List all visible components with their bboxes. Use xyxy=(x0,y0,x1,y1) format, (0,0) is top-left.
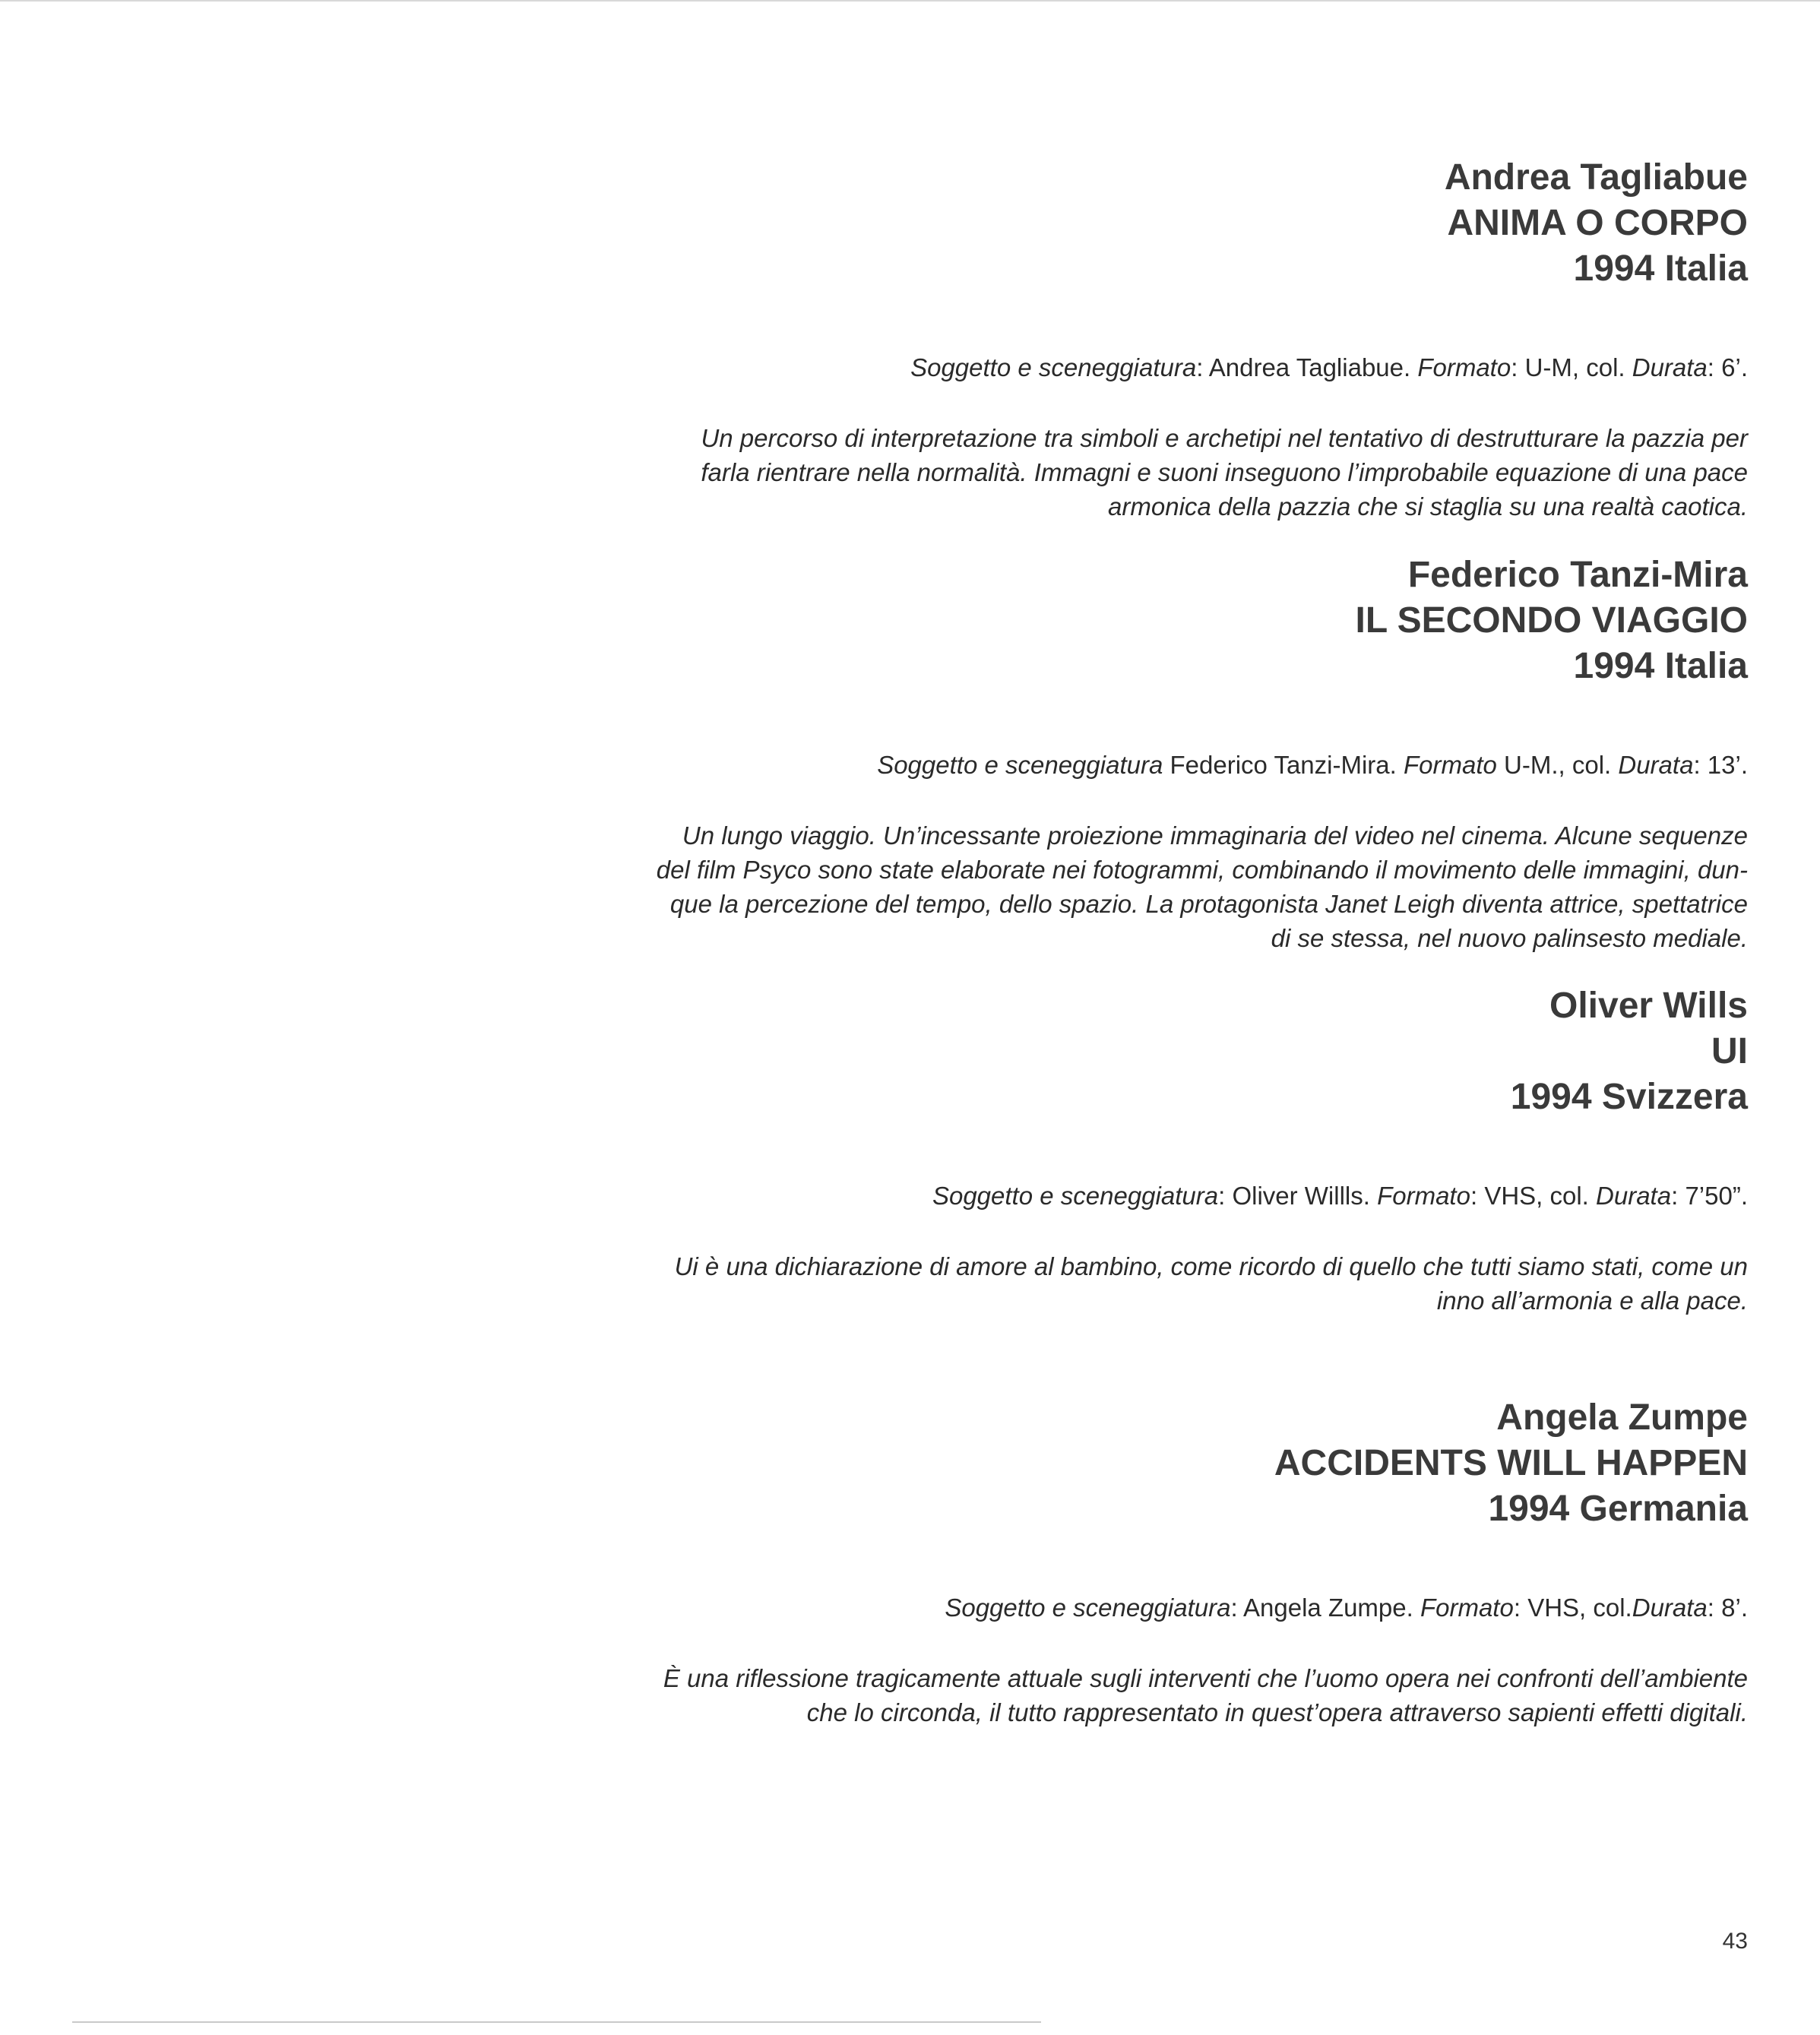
duration-sep: : xyxy=(1707,1594,1722,1622)
duration-label: Durata xyxy=(1632,1594,1708,1622)
entry-angela-zumpe xyxy=(380,1395,1748,1730)
entry-oliver-wills xyxy=(380,983,1748,1318)
synopsis-line: armonica della pazzia che si staglia su una realtà caotica. xyxy=(1108,492,1748,521)
entry-credits xyxy=(380,1591,1748,1625)
entry-author: Angela Zumpe xyxy=(1496,1397,1748,1438)
synopsis-line: del film Psyco sono state elaborate nei fotogrammi, combinando il movimento delle immagini, dun- xyxy=(656,856,1748,884)
format-label: Formato xyxy=(1403,751,1497,779)
entry-year-country: 1994 Germania xyxy=(1488,1489,1748,1529)
synopsis-line: È una riflessione tragicamente attuale sugli interventi che l’uomo opera nei confronti dell’ambiente xyxy=(663,1664,1748,1692)
format-label: Formato xyxy=(1377,1182,1470,1210)
format-sep: : xyxy=(1470,1182,1485,1210)
screenplay-label: Soggetto e sceneggiatura xyxy=(877,751,1163,779)
format-sep xyxy=(1497,751,1504,779)
entry-title: UI xyxy=(1711,1031,1748,1071)
screenplay-sep: : xyxy=(1230,1594,1243,1622)
synopsis-line: farla rientrare nella normalità. Immagni e suoni inseguono l’improbabile equazione di una pace xyxy=(701,458,1748,486)
format-sep: : xyxy=(1511,353,1525,381)
synopsis-line: Ui è una dichiarazione di amore al bambino, come ricordo di quello che tutti siamo stati, come un xyxy=(674,1252,1748,1280)
entry-andrea-tagliabue xyxy=(380,155,1748,524)
page-number: 43 xyxy=(1722,1929,1748,1954)
screenplay-value: Oliver Willls. xyxy=(1232,1182,1378,1210)
duration-label: Durata xyxy=(1596,1182,1672,1210)
bottom-scan-edge xyxy=(72,2021,1041,2023)
entry-author: Andrea Tagliabue xyxy=(1444,157,1748,198)
synopsis-line: di se stessa, nel nuovo palinsesto mediale. xyxy=(1271,924,1748,952)
entry-year-country: 1994 Svizzera xyxy=(1510,1077,1748,1117)
duration-label: Durata xyxy=(1618,751,1694,779)
synopsis-line: Un lungo viaggio. Un’incessante proiezione immaginaria del video nel cinema. Alcune sequenze xyxy=(682,821,1748,850)
format-label: Formato xyxy=(1417,353,1511,381)
entry-author: Oliver Wills xyxy=(1549,986,1748,1026)
entry-year-country: 1994 Italia xyxy=(1573,646,1748,686)
entry-federico-tanzi-mira xyxy=(380,552,1748,955)
synopsis-line: inno all’armonia e alla pace. xyxy=(1436,1287,1748,1315)
top-scan-edge xyxy=(0,0,1820,2)
screenplay-label: Soggetto e sceneggiatura xyxy=(910,353,1197,381)
screenplay-label: Soggetto e sceneggiatura xyxy=(945,1594,1231,1622)
duration-value: 13’. xyxy=(1707,751,1748,779)
format-label: Formato xyxy=(1420,1594,1514,1622)
entry-title: ACCIDENTS WILL HAPPEN xyxy=(1274,1443,1748,1483)
format-value: U-M., col. xyxy=(1504,751,1619,779)
entry-synopsis xyxy=(380,1661,1748,1730)
synopsis-line: que la percezione del tempo, dello spazio. La protagonista Janet Leigh diventa attrice, spettatrice xyxy=(669,890,1748,918)
entry-synopsis xyxy=(380,1249,1748,1318)
synopsis-line: Un percorso di interpretazione tra simboli e archetipi nel tentativo di destrutturare la pazzia per xyxy=(701,424,1748,452)
duration-sep: : xyxy=(1671,1182,1685,1210)
synopsis-line: che lo circonda, il tutto rappresentato in quest’opera attraverso sapienti effetti digitali. xyxy=(806,1698,1748,1726)
entry-credits xyxy=(380,351,1748,385)
entry-credits xyxy=(380,1179,1748,1213)
entry-credits xyxy=(380,748,1748,782)
duration-label: Durata xyxy=(1632,353,1708,381)
entry-title: IL SECONDO VIAGGIO xyxy=(1355,600,1748,641)
duration-sep: : xyxy=(1693,751,1708,779)
screenplay-sep: : xyxy=(1218,1182,1233,1210)
format-value: U-M, col. xyxy=(1524,353,1632,381)
screenplay-sep: : xyxy=(1196,353,1209,381)
entry-year-country: 1994 Italia xyxy=(1573,248,1748,289)
screenplay-value: Angela Zumpe. xyxy=(1243,1594,1420,1622)
duration-value: 6’. xyxy=(1721,353,1748,381)
duration-sep: : xyxy=(1707,353,1722,381)
screenplay-value: Federico Tanzi-Mira. xyxy=(1170,751,1404,779)
screenplay-label: Soggetto e sceneggiatura xyxy=(932,1182,1219,1210)
duration-value: 8’. xyxy=(1721,1594,1748,1622)
format-value: VHS, col. xyxy=(1484,1182,1597,1210)
format-value: VHS, col. xyxy=(1527,1594,1632,1622)
duration-value: 7’50”. xyxy=(1685,1182,1748,1210)
format-sep: : xyxy=(1513,1594,1528,1622)
screenplay-value: Andrea Tagliabue. xyxy=(1208,353,1418,381)
entry-author: Federico Tanzi-Mira xyxy=(1407,555,1748,595)
entry-synopsis xyxy=(380,818,1748,955)
entry-synopsis xyxy=(380,421,1748,524)
entry-title: ANIMA O CORPO xyxy=(1447,203,1748,243)
